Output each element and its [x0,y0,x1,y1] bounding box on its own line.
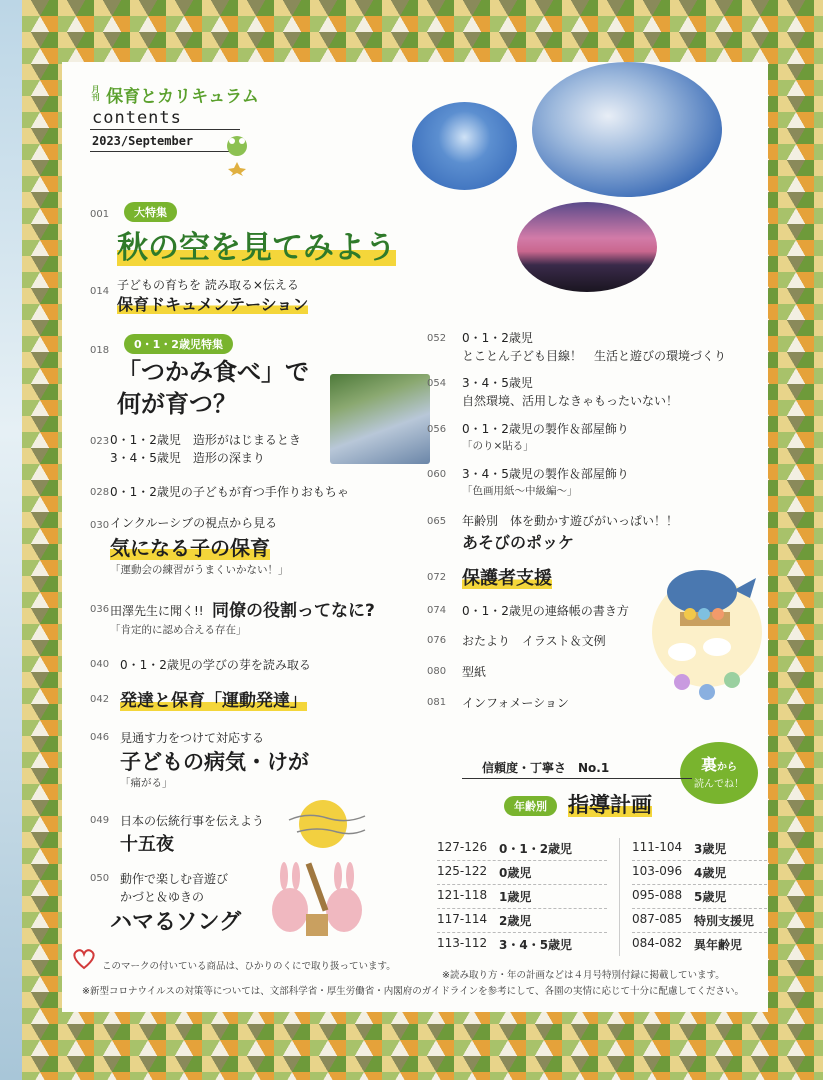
plan-tagline: 信頼度・丁寧さ No.1 [482,761,610,775]
entry-line: 3・4・5歳児 造形の深まり [110,451,265,465]
plan-row [437,912,607,932]
feature-badge: 大特集 [124,202,177,222]
page-number: 046 [90,732,110,743]
table-column-divider [619,838,620,956]
page-number: 072 [427,572,447,583]
entry-line: 3・4・5歳児の製作＆部屋飾り [462,467,629,481]
page-number: 040 [90,659,110,670]
plan-row [437,888,607,908]
entry-title: 十五夜 [120,834,174,855]
entry-line: 自然環境、活用しなきゃもったいない！ [462,394,679,408]
magazine-small-label: 月刊 [91,84,100,101]
plan-row-pages: 117-114 [437,912,488,926]
plan-row-label: 1歳児 [499,890,532,904]
main-feature-title [117,222,396,267]
moon-illustration [287,790,367,850]
entry-sub: 「肯定的に認め合える存在」 [110,624,247,636]
plan-row-label: 5歳児 [694,890,727,904]
page-number: 030 [90,520,110,531]
plan-row-label: 特別支援児 [694,914,755,928]
row-divider [632,884,767,885]
page-number: 018 [90,345,110,356]
page-number: 014 [90,286,110,297]
magazine-title: 保育とカリキュラム [106,87,259,107]
frog-charm-icon [222,132,252,176]
plan-row-label: 2歳児 [499,914,532,928]
entry-title: 同僚の役割ってなに? [212,601,375,621]
row-divider [437,932,607,933]
children-photo [330,374,430,464]
read-from-back-bubble [680,742,758,804]
page-number: 076 [427,635,447,646]
entry-sub: 「運動会の練習がうまくいかない！」 [110,564,289,576]
page-number: 065 [427,516,447,527]
covid-note: ※新型コロナウイルスの対策等については、文部科学省・厚生労働省・内閣府のガイドラインを参考にして、各園の実情に応じて十分に配慮してください。 [82,986,744,997]
feature-badge: 0・1・2歳児特集 [124,334,233,354]
contents-sheet [62,62,768,1012]
page-number: 050 [90,873,110,884]
plan-row [632,888,767,908]
entry-sub: 「のり×貼る」 [462,440,534,452]
page-number: 049 [90,815,110,826]
entry-line: インフォメーション [462,696,569,710]
issue-date: 2023/September [92,134,194,148]
plan-row-pages: 125-122 [437,864,488,878]
entry-line: とことん子ども目線！ 生活と遊びの環境づくり [462,349,727,363]
entry-title: あそびのポッケ [462,533,575,552]
row-divider [632,908,767,909]
plan-row-label: 異年齢児 [694,938,743,952]
tagline-rule [462,778,692,779]
entry-subtitle: 子どもの育ちを 読み取る×伝える [117,278,299,292]
plan-row-label: 3・4・5歳児 [499,938,573,952]
plan-row-label: 0歳児 [499,866,532,880]
entry-line: 動作で楽しむ音遊び [120,872,229,886]
entry-subtitle: 見通す力をつけて対応する [120,731,265,745]
plan-row-pages: 111-104 [632,840,683,854]
plan-row [632,912,767,932]
bubble-kara: から [717,762,737,773]
contents-heading: contents [92,108,182,128]
bubble-kanji: 裏 [700,755,717,774]
sunset-photo [517,202,657,292]
plan-row-pages: 113-112 [437,936,488,950]
page-number: 056 [427,424,447,435]
magazine-page [22,0,823,1080]
plan-title [568,789,652,819]
entry-subtitle: 年齢別 体を動かす遊びがいっぱい！！ [462,514,679,528]
page-number: 052 [427,333,447,344]
plan-row [437,864,607,884]
plan-row-pages: 127-126 [437,840,488,854]
plan-row-pages: 103-096 [632,864,683,878]
entry-title-text: 保育ドキュメンテーション [117,295,309,314]
entry-title-text: 発達と保育「運動発達」 [120,691,307,711]
row-divider [437,860,607,861]
whale-mobile-illustration [652,542,762,742]
entry-title [120,686,307,711]
sky-photo-large [532,62,722,197]
section-title-text: 保護者支援 [462,568,552,589]
row-divider [632,932,767,933]
plan-row [437,936,607,956]
entry-line: おたより イラスト＆文例 [462,634,606,648]
plan-badge: 年齢別 [504,796,557,816]
plan-row [632,864,767,884]
bubble-line1 [680,742,758,775]
entry-line: 0・1・2歳児の学びの芽を読み取る [120,658,311,672]
entry-title [110,532,270,561]
section-title [462,564,552,590]
header-divider-2 [90,151,240,152]
entry-subtitle: 田澤先生に聞く!! [110,604,204,618]
plan-title-text: 指導計画 [568,793,652,817]
entry-line: 3・4・5歳児 [462,376,533,390]
entry-sub: 「痛がる」 [120,777,173,789]
row-divider [437,884,607,885]
header-divider [90,129,240,130]
entry-line: 0・1・2歳児の製作＆部屋飾り [462,422,629,436]
page-number: 042 [90,694,110,705]
plan-row [437,840,607,860]
plan-row-pages: 095-088 [632,888,683,902]
plan-row-pages: 087-085 [632,912,683,926]
hikari-mark-icon [70,948,98,970]
plan-row [632,840,767,860]
plan-note: ※読み取り方・年の計画などは４月号特別付録に掲載しています。 [442,970,725,981]
entry-line: かづと＆ゆきの [120,890,205,904]
plan-table [437,832,767,962]
page-number: 060 [427,469,447,480]
sky-photo-small [412,102,517,190]
plan-row-label: 0・1・2歳児 [499,842,573,856]
entry-title-line2: 何が育つ？ [117,390,237,418]
page-number: 081 [427,697,447,708]
entry-line: 0・1・2歳児 [462,331,533,345]
row-divider [437,908,607,909]
entry-line: 0・1・2歳児の子どもが育つ手作りおもちゃ [110,485,349,499]
entry-title-text: 気になる子の保育 [110,536,270,560]
page-number: 001 [90,209,110,220]
main-feature-title-text: 秋の空を見てみよう [117,230,396,266]
entry-title: ハマるソング [110,910,242,935]
plan-row-pages: 084-082 [632,936,683,950]
page-number: 023 [90,436,110,447]
plan-row-label: 4歳児 [694,866,727,880]
plan-row [632,936,767,956]
entry-title: 子どもの病気・けが [120,750,309,774]
entry-line: 0・1・2歳児 造形がはじまるとき [110,433,301,447]
entry-line: 型紙 [462,665,487,679]
bubble-line2: 読んでね！ [694,779,744,790]
plan-row-pages: 121-118 [437,888,488,902]
page-number: 080 [427,666,447,677]
rabbits-illustration [262,852,372,942]
entry-subtitle: 日本の伝統行事を伝えよう [120,814,265,828]
page-number: 036 [90,604,110,615]
page-number: 074 [427,605,447,616]
page-number: 028 [90,487,110,498]
row-divider [632,860,767,861]
entry-title [117,292,308,315]
mark-note: このマークの付いている商品は、ひかりのくにで取り扱っています。 [102,961,396,972]
entry-line: 0・1・2歳児の連絡帳の書き方 [462,604,629,618]
entry-title-line1: 「つかみ食べ」で [117,358,309,386]
entry-sub: 「色画用紙〜中級編〜」 [462,485,578,497]
entry-subtitle: インクルーシブの視点から見る [110,516,278,530]
plan-row-label: 3歳児 [694,842,727,856]
magazine-logo [90,82,259,107]
page-number: 054 [427,378,447,389]
